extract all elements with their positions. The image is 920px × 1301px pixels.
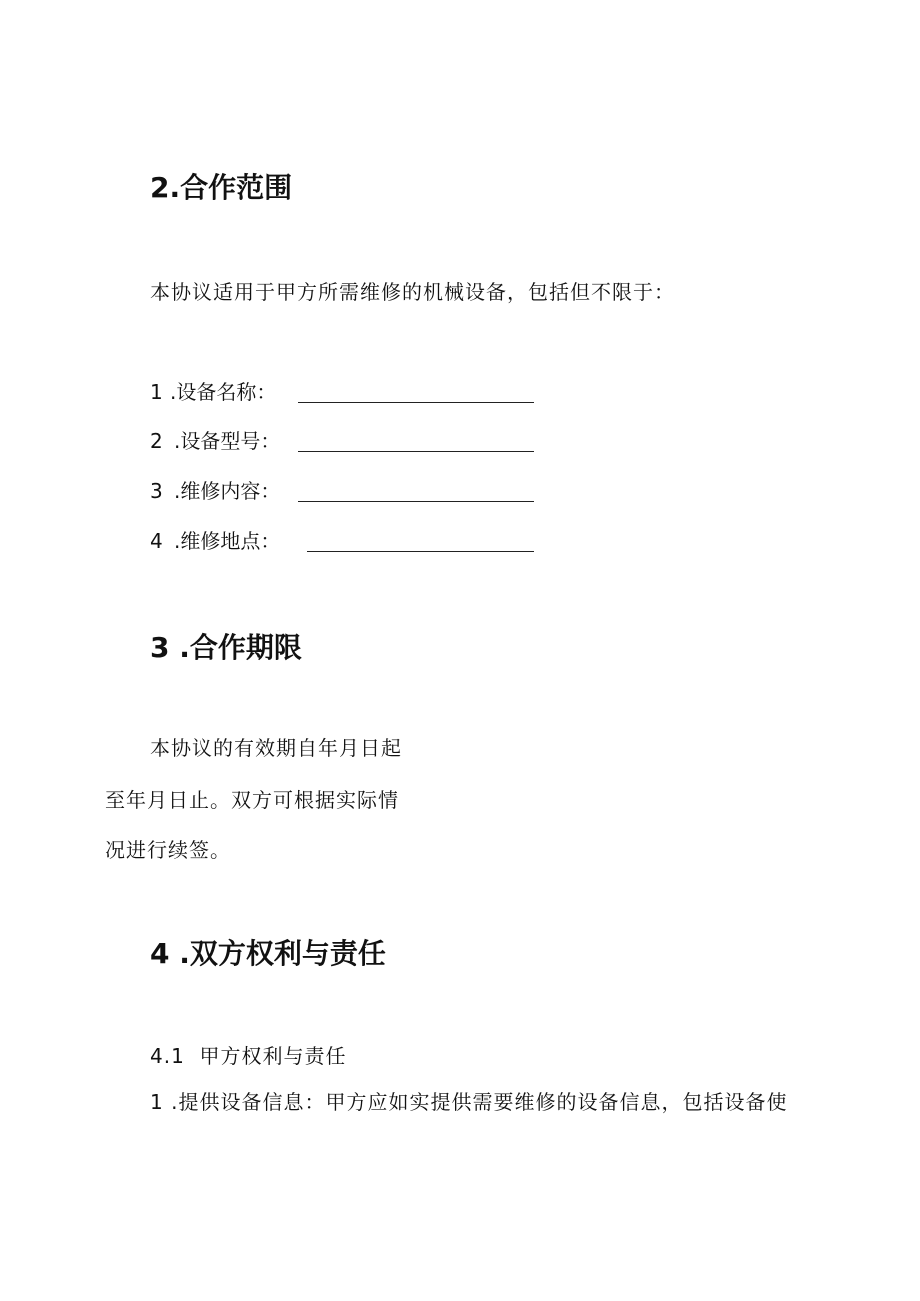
section-2-intro: 本协议适用于甲方所需维修的机械设备，包括但不限于： bbox=[150, 280, 675, 304]
field-number: 2 bbox=[150, 429, 163, 453]
fill-in-blank-line bbox=[298, 451, 534, 452]
field-row-repair-location bbox=[150, 531, 550, 561]
section-2-heading: 2.合作范围 bbox=[150, 171, 293, 204]
fill-in-blank-line bbox=[307, 551, 534, 552]
section-3-heading: 3 .合作期限 bbox=[150, 631, 302, 664]
fill-in-blank-line bbox=[298, 402, 534, 403]
field-label: .维修内容： bbox=[174, 479, 281, 503]
field-row-repair-content bbox=[150, 481, 550, 511]
section-3-line-3: 况进行续签。 bbox=[105, 838, 231, 862]
section-3-line-2: 至年月日止。双方可根据实际情 bbox=[105, 788, 399, 812]
field-label: .设备型号： bbox=[174, 429, 281, 453]
fill-in-blank-line bbox=[298, 501, 534, 502]
field-number: 1 bbox=[150, 380, 163, 404]
section-4-heading: 4 .双方权利与责任 bbox=[150, 937, 386, 970]
section-4-1-subheading: 4.1 甲方权利与责任 bbox=[150, 1044, 347, 1068]
field-number: 3 bbox=[150, 479, 163, 503]
field-label: .设备名称： bbox=[170, 380, 277, 404]
field-number: 4 bbox=[150, 529, 163, 553]
field-row-equipment-name bbox=[150, 382, 550, 412]
field-label: .维修地点： bbox=[174, 529, 281, 553]
field-row-equipment-model bbox=[150, 431, 550, 461]
section-4-1-item-1: 1 .提供设备信息：甲方应如实提供需要维修的设备信息，包括设备使 bbox=[150, 1090, 788, 1114]
section-3-line-1: 本协议的有效期自年月日起 bbox=[150, 736, 402, 760]
